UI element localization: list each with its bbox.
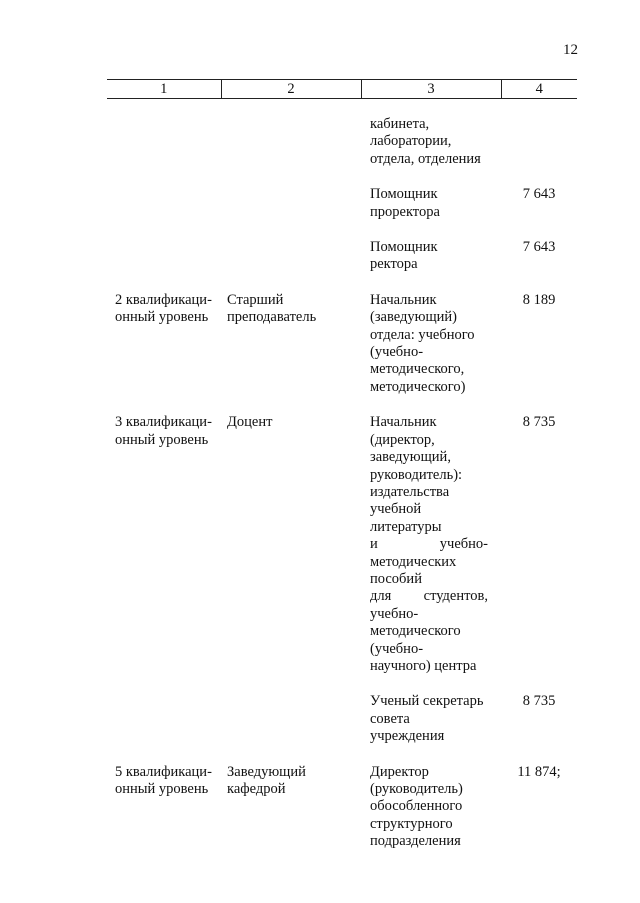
- salary-value-cell: 8 189: [522, 291, 556, 308]
- job-title-line: литературы: [370, 518, 442, 535]
- job-title-word: и: [370, 536, 378, 553]
- table-row: [107, 414, 577, 675]
- qualification-level-cell: 5 квалификаци- онный уровень: [115, 763, 212, 797]
- job-title-line: методического: [370, 623, 461, 640]
- job-title-line: учебно-: [370, 605, 419, 622]
- table-row: [107, 292, 577, 396]
- table-row: [107, 186, 577, 221]
- column-header-1: 1: [107, 80, 221, 99]
- job-title-line: методического,: [370, 361, 465, 378]
- job-title-line: [370, 588, 488, 605]
- table-row: [107, 239, 577, 274]
- qualification-level-cell: 2 квалификаци- онный уровень: [115, 291, 212, 326]
- job-title-line: научного) центра: [370, 657, 477, 674]
- job-title-line: методических: [370, 553, 457, 570]
- qualification-level-cell: 3 квалификаци- онный уровень: [115, 414, 212, 448]
- job-title-line: учебной: [370, 501, 422, 518]
- job-title-word: для: [370, 588, 392, 605]
- job-title-cell: Помощник проректора: [370, 186, 440, 220]
- job-title-line: Начальник: [370, 291, 437, 308]
- salary-value-cell: 7 643: [522, 239, 556, 256]
- job-title-cell: [361, 292, 501, 396]
- job-title-line: Начальник: [370, 414, 437, 431]
- table-header: [107, 79, 577, 99]
- position-cell: Доцент: [227, 414, 273, 431]
- job-title-line: [370, 536, 488, 553]
- job-title-cell: кабинета, лаборатории, отдела, отделения: [370, 116, 481, 167]
- job-title-line: (учебно-: [370, 640, 424, 657]
- table-row: [107, 764, 577, 851]
- page-number: 12: [563, 42, 578, 58]
- table-row: [107, 693, 577, 745]
- salary-value-cell: 11 874;: [517, 763, 561, 780]
- column-header-4: 4: [501, 80, 577, 99]
- column-header-2: 2: [221, 80, 361, 99]
- table-body: [107, 116, 577, 869]
- column-header-3: 3: [361, 80, 501, 99]
- job-title-line: методического): [370, 378, 466, 395]
- salary-value-cell: 7 643: [522, 186, 556, 203]
- job-title-line: (заведующий): [370, 309, 457, 326]
- job-title-cell: [361, 414, 501, 675]
- job-title-line: заведующий,: [370, 449, 451, 466]
- job-title-line: пособий: [370, 570, 422, 587]
- job-title-line: издательства: [370, 483, 450, 500]
- position-cell: Заведующий кафедрой: [227, 763, 306, 797]
- job-title-line: руководитель):: [370, 466, 463, 483]
- job-title-cell: Помощник ректора: [370, 239, 438, 273]
- job-title-cell: Ученый секретарь совета учреждения: [370, 693, 484, 745]
- salary-value-cell: 8 735: [522, 693, 556, 710]
- job-title-word: учебно-: [439, 536, 488, 553]
- job-title-line: (директор,: [370, 431, 435, 448]
- job-title-line: отдела: учебного: [370, 326, 475, 343]
- salary-value-cell: 8 735: [522, 414, 556, 431]
- table-row: [107, 116, 577, 168]
- position-cell: Старший преподаватель: [227, 291, 317, 326]
- job-title-cell: Директор (руководитель) обособленного структурного подразделения: [370, 763, 463, 850]
- job-title-word: студентов,: [423, 588, 488, 605]
- job-title-line: (учебно-: [370, 344, 424, 361]
